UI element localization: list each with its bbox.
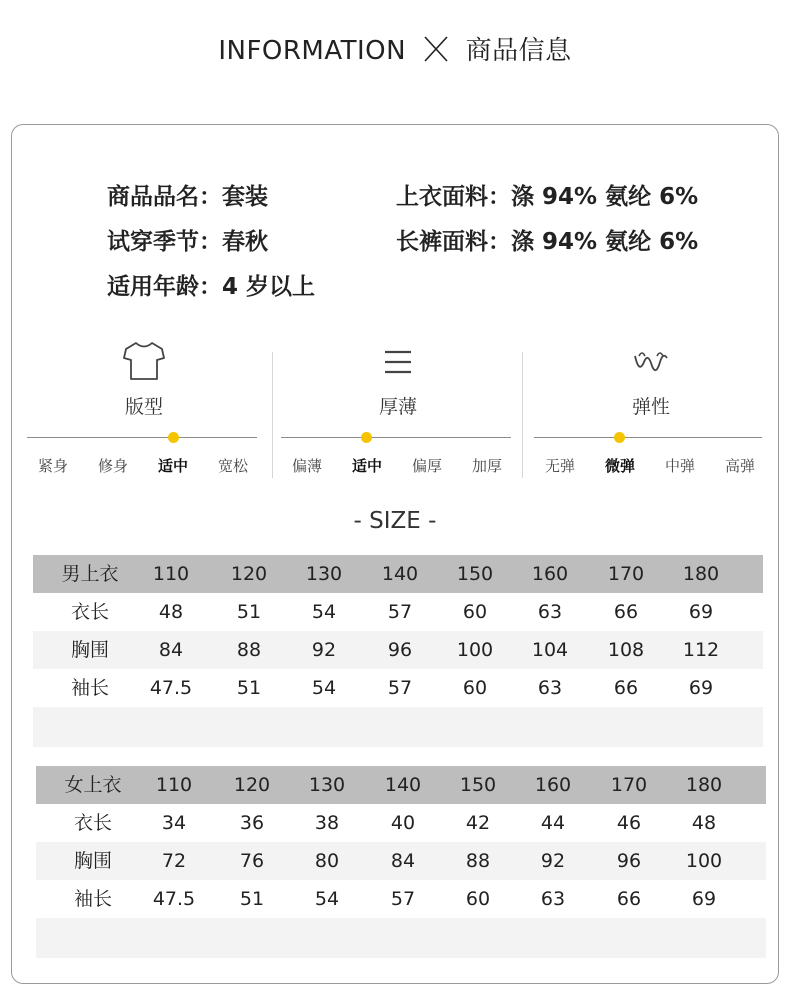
attribute-title: 厚薄: [378, 396, 417, 418]
table-cell: 54: [314, 888, 340, 910]
option: 紧身: [37, 457, 68, 475]
table-cell: 63: [537, 601, 563, 623]
table-header-cell: 160: [534, 774, 572, 796]
table-cell: 96: [616, 850, 642, 872]
wave-icon: [534, 340, 768, 384]
table-header-cell: 170: [607, 563, 645, 585]
table-header-cell: 110: [155, 774, 193, 796]
option: 偏厚: [411, 457, 442, 475]
table-header-row: [36, 766, 766, 804]
table-cell: 69: [688, 601, 714, 623]
option: 中弹: [664, 457, 695, 475]
option-selected: 适中: [157, 457, 188, 475]
table-cell: 66: [613, 677, 639, 699]
table-cell: 36: [239, 812, 265, 834]
attribute-scale: [27, 437, 257, 438]
option: 高弹: [724, 457, 755, 475]
table-header-cell: 140: [381, 563, 419, 585]
table-cell: 69: [691, 888, 717, 910]
table-cell: 42: [465, 812, 491, 834]
table-cell: 47.5: [149, 677, 193, 699]
table-header-cell: 160: [531, 563, 569, 585]
attribute-thickness: [281, 340, 515, 480]
attribute-scale: [534, 437, 762, 438]
table-cell: 54: [311, 677, 337, 699]
table-cell: 88: [465, 850, 491, 872]
table-cell: 袖长: [70, 677, 109, 699]
table-header-cell: 女上衣: [64, 774, 122, 796]
table-cell: 57: [390, 888, 416, 910]
table-cell: 104: [531, 639, 569, 661]
table-cell: 63: [540, 888, 566, 910]
table-header-cell: 120: [230, 563, 268, 585]
cross-icon: [423, 36, 449, 69]
table-row: [36, 842, 766, 880]
option: 偏薄: [291, 457, 322, 475]
tshirt-icon: [27, 340, 261, 384]
table-cell: 60: [465, 888, 491, 910]
header-chinese: 商品信息: [465, 36, 572, 66]
table-header-cell: 150: [456, 563, 494, 585]
table-cell: 48: [691, 812, 717, 834]
table-cell: 46: [616, 812, 642, 834]
table-header-cell: 180: [685, 774, 723, 796]
table-cell: 92: [540, 850, 566, 872]
table-row: [33, 593, 763, 631]
info-name: 商品品名：套装: [107, 184, 268, 210]
table-cell: 51: [236, 601, 262, 623]
table-cell: 44: [540, 812, 566, 834]
size-table-men: [33, 555, 763, 747]
table-cell: 80: [314, 850, 340, 872]
table-cell: 57: [387, 601, 413, 623]
table-cell: 66: [613, 601, 639, 623]
option: 修身: [97, 457, 128, 475]
table-cell: 84: [158, 639, 184, 661]
table-cell: 40: [390, 812, 416, 834]
size-title: - SIZE -: [353, 508, 437, 534]
divider: [272, 352, 273, 478]
table-row: [33, 631, 763, 669]
table-row: [33, 669, 763, 707]
table-row: [36, 804, 766, 842]
table-header-cell: 120: [233, 774, 271, 796]
table-cell: 胸围: [70, 639, 109, 661]
info-season: 试穿季节：春秋: [107, 229, 268, 255]
table-cell: 66: [616, 888, 642, 910]
table-header-cell: 130: [305, 563, 343, 585]
selected-dot: [361, 432, 372, 443]
info-pants-fabric: 长裤面料：涤 94% 氨纶 6%: [396, 229, 699, 255]
attribute-title: 版型: [124, 396, 163, 418]
table-cell: 48: [158, 601, 184, 623]
table-cell: 衣长: [70, 601, 109, 623]
table-header-cell: 150: [459, 774, 497, 796]
table-cell: 38: [314, 812, 340, 834]
table-cell: 57: [387, 677, 413, 699]
table-cell: 100: [685, 850, 723, 872]
selected-dot: [168, 432, 179, 443]
table-cell: 92: [311, 639, 337, 661]
table-cell: 88: [236, 639, 262, 661]
table-cell: 108: [607, 639, 645, 661]
table-header-cell: 140: [384, 774, 422, 796]
attribute-elasticity: [534, 340, 768, 480]
table-cell: 76: [239, 850, 265, 872]
table-cell: 47.5: [152, 888, 196, 910]
info-top-fabric: 上衣面料：涤 94% 氨纶 6%: [396, 184, 699, 210]
table-cell: 34: [161, 812, 187, 834]
table-cell: 112: [682, 639, 720, 661]
table-cell: 96: [387, 639, 413, 661]
table-cell: 69: [688, 677, 714, 699]
option: 加厚: [471, 457, 502, 475]
table-cell: 63: [537, 677, 563, 699]
attribute-fit: [27, 340, 261, 480]
attribute-title: 弹性: [631, 396, 670, 418]
divider: [522, 352, 523, 478]
option-selected: 微弹: [604, 457, 635, 475]
table-header-cell: 男上衣: [61, 563, 119, 585]
table-cell: 100: [456, 639, 494, 661]
option: 宽松: [217, 457, 248, 475]
table-header-cell: 130: [308, 774, 346, 796]
table-header-cell: 110: [152, 563, 190, 585]
option: 无弹: [544, 457, 575, 475]
table-cell: 72: [161, 850, 187, 872]
size-table-women: [36, 766, 766, 958]
table-row: [36, 880, 766, 918]
selected-dot: [614, 432, 625, 443]
table-cell: 胸围: [73, 850, 112, 872]
table-cell: 60: [462, 601, 488, 623]
header-english: INFORMATION: [218, 36, 407, 66]
table-cell: 51: [239, 888, 265, 910]
option-selected: 适中: [351, 457, 382, 475]
table-header-row: [33, 555, 763, 593]
table-header-cell: 180: [682, 563, 720, 585]
table-blank-row: [33, 707, 763, 747]
table-cell: 袖长: [73, 888, 112, 910]
table-header-cell: 170: [610, 774, 648, 796]
page-header: [0, 30, 790, 69]
layers-icon: [281, 340, 515, 384]
attribute-scale: [281, 437, 511, 438]
info-age: 适用年龄：4 岁以上: [107, 274, 316, 300]
table-cell: 60: [462, 677, 488, 699]
table-cell: 衣长: [73, 812, 112, 834]
table-cell: 84: [390, 850, 416, 872]
table-cell: 54: [311, 601, 337, 623]
table-blank-row: [36, 918, 766, 958]
table-cell: 51: [236, 677, 262, 699]
